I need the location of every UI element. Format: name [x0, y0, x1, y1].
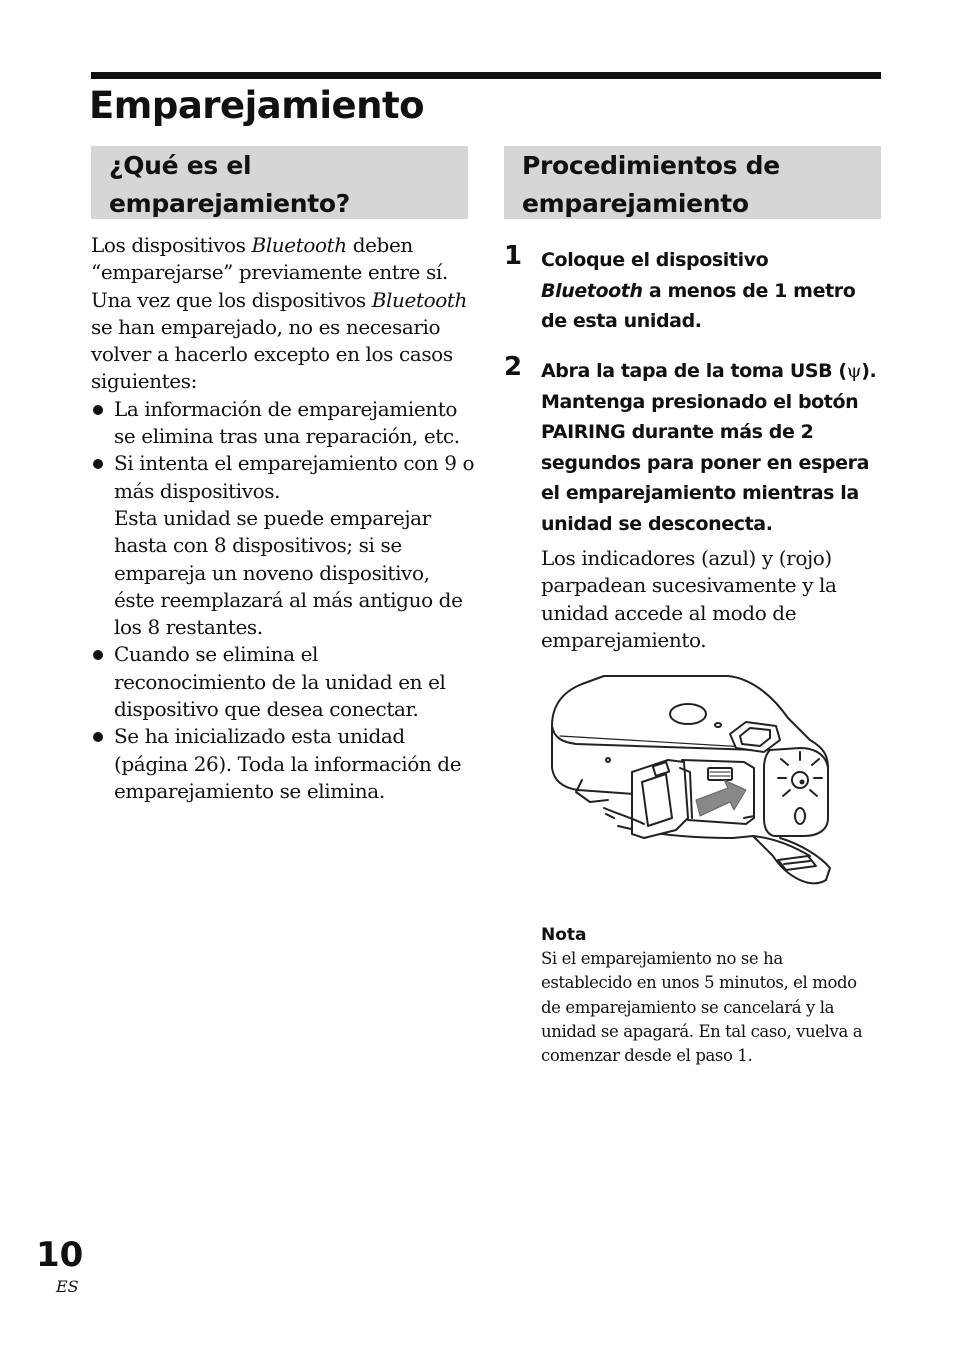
bullet-line: empareja un noveno dispositivo,	[114, 560, 430, 585]
step-line: Coloque el dispositivo	[541, 249, 769, 271]
step-2	[504, 352, 899, 539]
bullet-dot-icon	[93, 459, 103, 469]
intro-line: siguientes:	[91, 369, 197, 394]
text-run: ).	[861, 360, 877, 382]
text-run: Los dispositivos	[91, 233, 252, 257]
result-line: unidad accede al modo de	[541, 600, 797, 625]
heading-line: ¿Qué es el	[109, 151, 252, 180]
bullet-line: se elimina tras una reparación, etc.	[114, 424, 460, 449]
bullet-item	[91, 396, 476, 451]
bullet-dot-icon	[93, 650, 103, 660]
intro-line: volver a hacerlo excepto en los casos	[91, 342, 453, 367]
bullet-line: emparejamiento se elimina.	[114, 778, 385, 803]
heading-line: emparejamiento	[522, 189, 749, 218]
bullet-line: reconocimiento de la unidad en el	[114, 669, 446, 694]
result-line: parpadean sucesivamente y la	[541, 573, 837, 598]
section-heading-pairing-procedures	[504, 146, 881, 219]
heading-line: emparejamiento?	[109, 189, 350, 218]
step-line: de esta unidad.	[541, 310, 702, 332]
bullet-line: La información de emparejamiento	[114, 396, 458, 421]
note-line: unidad se apagará. En tal caso, vuelva a	[541, 1021, 863, 1041]
text-run: Abra la tapa de la toma USB (	[541, 360, 847, 382]
step-line: unidad se desconecta.	[541, 512, 773, 535]
bullet-line: Se ha inicializado esta unidad	[114, 724, 405, 749]
step-number: 2	[504, 352, 523, 382]
bluetooth-term: Bluetooth	[371, 287, 467, 312]
text-run: Una vez que los dispositivos	[91, 287, 372, 312]
result-line: emparejamiento.	[541, 627, 707, 652]
step-line: PAIRING durante más de 2	[541, 421, 814, 443]
text-run: deben	[346, 233, 413, 257]
step-line: el emparejamiento mientras la	[541, 482, 859, 504]
note-title: Nota	[541, 925, 587, 945]
what-is-pairing-body	[91, 232, 476, 805]
intro-line: se han emparejado, no es necesario	[91, 314, 441, 339]
step-1	[504, 241, 899, 337]
bullet-line: Esta unidad se puede emparejar	[114, 505, 431, 530]
bullet-line: éste reemplazará al más antiguo de	[114, 587, 463, 612]
bullet-item	[91, 641, 476, 723]
section-heading-what-is-pairing	[91, 146, 468, 219]
intro-line	[91, 287, 476, 314]
step-line	[541, 276, 899, 307]
step-line: segundos para poner en espera	[541, 451, 870, 474]
heading-line: Procedimientos de	[522, 151, 780, 180]
text-run: a menos de 1 metro	[642, 279, 856, 302]
page-title: Emparejamiento	[89, 84, 425, 127]
step-line	[541, 356, 899, 387]
result-line: Los indicadores (azul) y (rojo)	[541, 546, 832, 570]
step-number: 1	[504, 241, 523, 271]
bullet-line: Si intenta el emparejamiento con 9 o	[114, 451, 475, 476]
bullet-line: dispositivo que desea conectar.	[114, 697, 419, 722]
note-body	[541, 947, 901, 1068]
bullet-line: más dispositivos.	[114, 478, 281, 503]
usb-symbol-icon: ψ	[846, 360, 862, 382]
note-line: comenzar desde el paso 1.	[541, 1046, 753, 1066]
intro-line	[91, 232, 476, 259]
bullet-line: hasta con 8 dispositivos; si se	[114, 533, 402, 558]
page-number: 10	[36, 1235, 84, 1275]
step-instruction	[541, 356, 899, 539]
bullet-line: los 8 restantes.	[114, 615, 263, 640]
bullet-item	[91, 723, 476, 805]
step-instruction	[541, 245, 899, 337]
page-language: ES	[56, 1277, 79, 1296]
bullet-item	[91, 450, 476, 641]
bullet-dot-icon	[93, 405, 103, 415]
note-line: establecido en unos 5 minutos, el modo	[541, 973, 857, 993]
bullet-line: Cuando se elimina el	[114, 642, 319, 667]
note-line: de emparejamiento se cancelará y la	[541, 997, 835, 1017]
step-2-result	[541, 545, 901, 654]
bluetooth-term: Bluetooth	[251, 233, 347, 257]
bluetooth-term: Bluetooth	[541, 279, 643, 302]
intro-line: “emparejarse” previamente entre sí.	[91, 260, 448, 285]
note-box	[541, 923, 901, 1068]
bullet-dot-icon	[93, 732, 103, 742]
title-rule	[91, 72, 881, 79]
bullet-line: (página 26). Toda la información de	[114, 751, 462, 776]
device-pairing-illustration	[548, 668, 838, 898]
step-line: Mantenga presionado el botón	[541, 390, 859, 413]
note-line: Si el emparejamiento no se ha	[541, 949, 783, 968]
